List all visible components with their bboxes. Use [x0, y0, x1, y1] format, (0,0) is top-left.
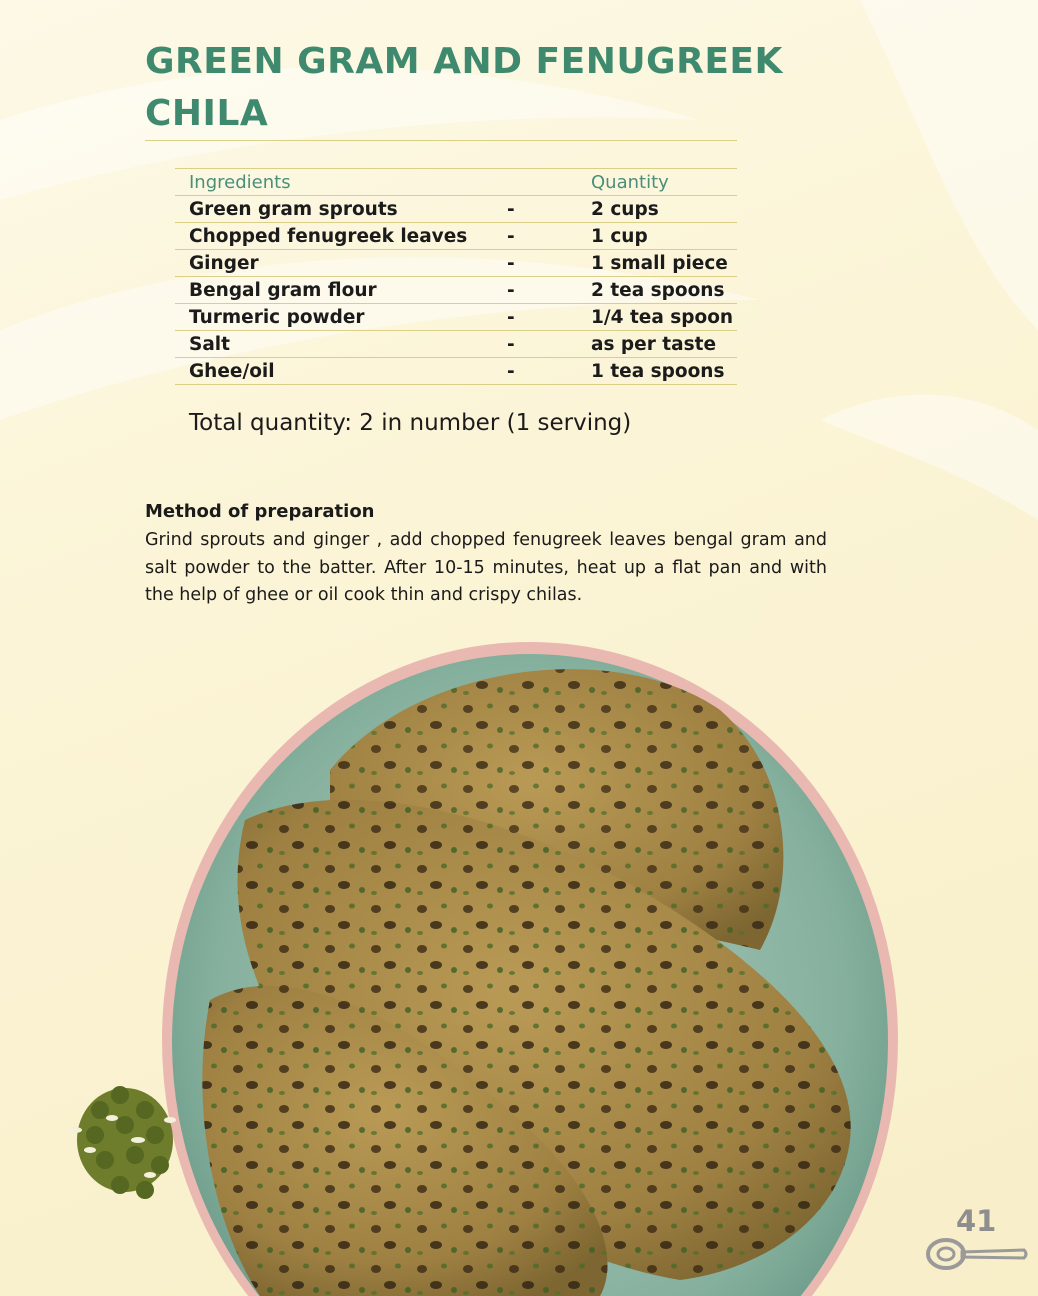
ingredients-table [175, 168, 737, 385]
row-dash: - [507, 277, 577, 304]
row-dash: - [507, 196, 577, 223]
ingredient-name: Ginger [175, 250, 507, 277]
chila-plate-photo [0, 620, 1038, 1296]
row-dash: - [507, 304, 577, 331]
ingredient-quantity: 1 small piece [577, 250, 737, 277]
table-row [175, 250, 737, 277]
ingredient-name: Green gram sprouts [175, 196, 507, 223]
row-dash: - [507, 358, 577, 385]
ingredient-quantity: as per taste [577, 331, 737, 358]
method-heading: Method of preparation [145, 501, 375, 522]
table-header-row [175, 169, 737, 196]
column-header-quantity: Quantity [577, 169, 737, 196]
ingredient-name: Turmeric powder [175, 304, 507, 331]
table-row [175, 277, 737, 304]
ingredient-quantity: 1 cup [577, 223, 737, 250]
ingredient-quantity: 1/4 tea spoon [577, 304, 737, 331]
total-quantity: Total quantity: 2 in number (1 serving) [189, 410, 632, 436]
row-dash: - [507, 250, 577, 277]
title-divider [145, 140, 737, 141]
sprouts-garnish [68, 1086, 176, 1199]
row-dash: - [507, 223, 577, 250]
row-dash: - [507, 331, 577, 358]
method-text: Grind sprouts and ginger , add chopped fenugreek leaves bengal gram and salt powder to the batter. After 10-15 minutes, heat up a flat pan and with the help of ghee or oil cook thin and crispy chilas. [145, 530, 827, 605]
ingredient-name: Chopped fenugreek leaves [175, 223, 507, 250]
ingredient-name: Ghee/oil [175, 358, 507, 385]
page-number: 41 [956, 1204, 997, 1238]
table-row [175, 358, 737, 385]
ingredient-quantity: 2 tea spoons [577, 277, 737, 304]
table-row [175, 223, 737, 250]
page-title: GREEN GRAM AND FENUGREEK CHILA [145, 41, 783, 134]
table-row [175, 196, 737, 223]
spoon-icon [924, 1236, 1030, 1272]
table-row [175, 304, 737, 331]
ingredient-quantity: 2 cups [577, 196, 737, 223]
ingredient-name: Bengal gram flour [175, 277, 507, 304]
column-header-spacer [507, 169, 577, 196]
ingredient-quantity: 1 tea spoons [577, 358, 737, 385]
table-row [175, 331, 737, 358]
column-header-ingredients: Ingredients [175, 169, 507, 196]
ingredient-name: Salt [175, 331, 507, 358]
